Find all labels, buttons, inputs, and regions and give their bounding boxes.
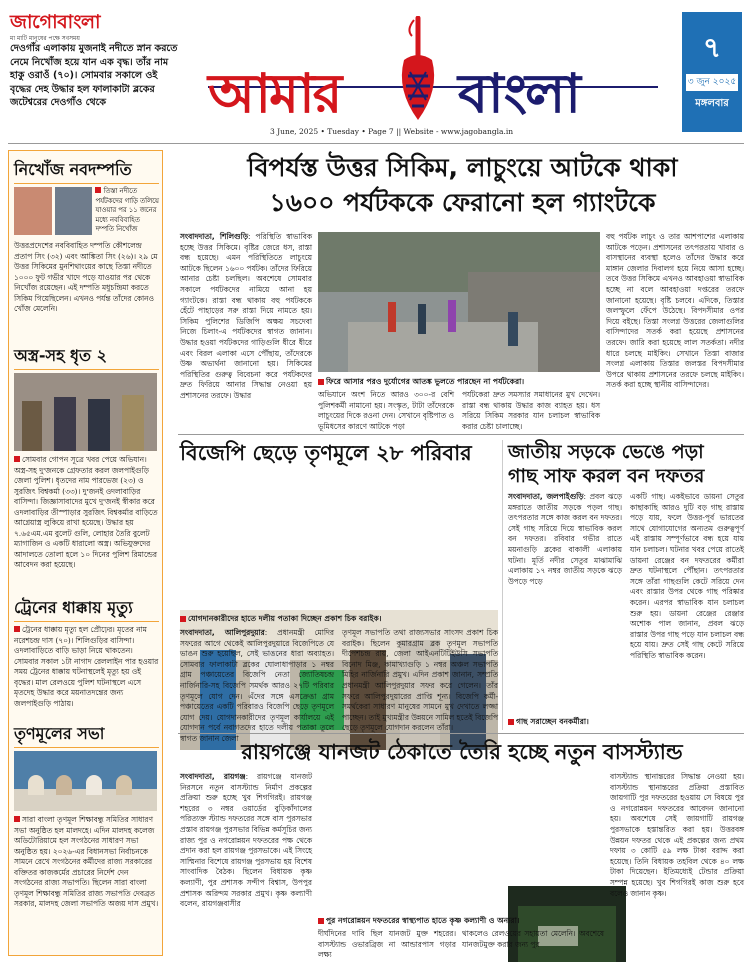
tree-headline — [508, 440, 744, 488]
bullet-icon — [180, 616, 186, 622]
busstand-photo-caption: পুর নগরোন্নয়ন দফতরের স্বাস্থ্যপাত হাতে কৃষ্ণ কল্যাণী ও অন্যরা। — [326, 916, 520, 925]
page-number: ৭ — [702, 31, 722, 64]
bullet-icon — [95, 187, 101, 193]
brief-arms-arrest — [14, 346, 159, 571]
brief-body: সোমবার গোপন সূত্রে খবর পেয়ে অভিযান। অস্ত্র-সহ দু'জনকে গ্রেফতার করল জলপাইগুড়ি জেলা পুলিশ। ধৃতদের নাম পারভেজ (২৩) ও সুরজিৎ বিশ্বকর্মা (৩৩)। দু'জনই ওদলাবাড়ির বাসিন্দা। জিজ্ঞাসাবাদের মুখে দু'জনই স্বীকার করে ওদলাবাড়ির তীস্পাড়ার সুরজিৎ বিশ্বকর্মার বাড়িতে আগ্নেয়াস্ত্র লুকিয়ে রাখা হয়েছে। উদ্ধার হয় ৭.৬৫এম.এম বুলেট গুলি, লোহার তৈরি বুলেট ম্যাগাজিন ও একটি ধারালো অস্ত্র। অভিযুক্তদের আদালতে তোলা হলে ১০ দিনের পুলিশ রিমান্ডের আবেদন করা হয়েছে। — [14, 455, 158, 569]
brief-train-death — [14, 598, 159, 709]
busstand-column-a — [180, 772, 312, 910]
jagobangla-logo-text: জাগোবাংলা — [10, 11, 101, 33]
bullet-icon — [508, 719, 514, 725]
lead-column-a — [180, 232, 312, 402]
lead-text-a: : পরিস্থিতি স্বাভাবিক হচ্ছে উত্তর সিকিমে। বৃষ্টির জেরে ধস, রাস্তা বন্ধ হয়েছে। এমন পরিস্থিতিতে লাচুংয়ে আটকে ছিলেন ১৬০০ পর্যটক। তাঁদের ফিরিয়ে আনার চেষ্টা চলছিল। অবশেষে সোমবার সকালে পর্যটকদের নামিয়ে আনা হয় গ্যাংটকে। রাস্তা বন্ধ থাকায় বহু পর্যটককে হেঁটে পাহাড়ের সরু রাস্তা দিয়ে নামতে হয়। সিকিম পুলিশের ডিজিপি অক্ষয় সচদেবা নিজে চিলাং-এ পর্যটকদের স্বাগত জানান। উদ্ধার হওয়া পর্যটকদের গাড়িগুলি ধীরে ধীরে এবং বিরল এলাকা এসে পৌঁছায়, তাঁদেরকে উষ্ণ অভ্যর্থনা জানানো হয়। সিকিমের পরিস্থিতির গুরুত্ব বিবেচনা করে পর্যটকদের দ্রুত ফিরিয়ে আনার সিদ্ধান্ত নেওয়া হয় প্রশাসনের তরফে। উদ্ধার — [180, 232, 312, 400]
lead-headline-line1: বিপর্যস্ত উত্তর সিকিম, লাচুংয়ে আটকে থাকা — [247, 153, 678, 182]
bullet-icon — [318, 379, 324, 385]
tree-headline-line1: জাতীয় সড়কে ভেঙে পড়া — [508, 441, 704, 463]
photo-woman — [14, 187, 52, 235]
bjp-text-a: : প্রধানমন্ত্রী মোদির সফরের আগে থেকেই আলিপুরদুয়ারে বিজেপিতে যে ভাঙন শুরু হয়েছিল, সেই ভাঙনের ধারা অব্যাহত। সোমবার ফালাকাটা ব্লকের ঘোলাধাপাড়ার ১ নম্বর গ্রাম পঞ্চায়েতের বিজেপি নেতা জ্যোতিষচন্দ্র নার্জিনারি-সহ বিজেপি সমর্থক আরও ২৭টি পরিবার তৃণমূলে যোগ দেন। এঁদের সঙ্গে এসক্রেঙা গ্রাম পঞ্চায়েতের একটি পরিবারও বিজেপি ছেড়ে তৃণমূলে যোগ দেয়। যোগদানকারীদের তৃণমূল কার্যালয়ে এই যোগদান পর্বে নবাগতদের হাতে দলীয় পতাকা তুলে স্বাগত জানান জেলা — [180, 628, 334, 743]
brief-tmc-meeting — [14, 724, 159, 910]
brief-title: ট্রেনের ধাক্কায় মৃত্যু — [14, 598, 133, 617]
bjp-photo-caption: যোগদানকারীদের হাতে দলীয় পতাকা দিচ্ছেন প্রকাশ চিক বরাইক। — [188, 614, 382, 623]
photo-arrest — [14, 373, 157, 451]
jagobangla-logo — [10, 12, 140, 44]
issue-day: মঙ্গলবার — [695, 98, 729, 109]
brief-body: সারা বাংলা তৃণমূল শিক্ষাবন্ধু সমিতির সাধারণ সভা অনুষ্ঠিত হল মালদহে। এদিন মালদহ কলেজ অডিটোরিয়ামে হল সংগঠনের সাধারণ সভা অনুষ্ঠিত হয়। ২০২৬-এর বিধানসভা নির্বাচনকে সামনে রেখে সংগঠনের কর্মীদের রাজ্য সরকারের বক্তিতর কাজকর্মের প্রচারের নির্দেশ দেন সংগঠনের রাজ্য সভাপতি। ছিলেন সারা বাংলা তৃণমূল শিক্ষাবন্ধু সমিতির রাজ্য সভাপতি দেবব্রত সরকার, মালদহ জেলা সভাপতি অজয় দাস প্রমুখ। — [14, 815, 159, 908]
lead-under-photo-a: অভিযানে অংশ নিতে আরও ৩০০-র বেশি পুলিশকর্মী নামানো হয়। সংস্কৃত, টাটা তাঁদেরকে লাচুংয়ের দিকে রওনা দেন। সেখানে বৃষ্টিপাত ও ভূমিধসের কারণে আটকে পড়া — [318, 390, 454, 431]
page-number-box — [682, 12, 742, 132]
byline: সংবাদদাতা, জলপাইগুড়ি — [508, 492, 584, 501]
front-teaser: দেওগাঁর এলাকায় মুজনাই নদীতে স্নান করতে নেমে নিখোঁজ হয়ে যান এক বৃদ্ধ। তাঁর নাম হাকু ওরাওঁ (৭০)। সোমবার সকালে ওই বৃদ্ধের দেহ উদ্ধার হল ফালাকাটা ব্লকের জটেশ্বরের দেওগাঁও থেকে — [10, 43, 178, 108]
photo-man — [55, 187, 93, 235]
byline: সংবাদদাতা, আলিপুরদুয়ার — [180, 628, 265, 637]
brief-title: অস্ত্র-সহ ধৃত ২ — [14, 346, 107, 365]
bjp-column-a — [180, 628, 334, 745]
lead-under-photo-b: পর্যটকেরা দ্রুত সমস্যার সমাধানের মুখ দেখেন। রাস্তা বন্ধ থাকায় উদ্ধার কাজ ব্যাহত হয়। ধস সরিয়ে সিকিম সরকার যান চলাচল স্বাভাবিক করার চেষ্টা চালাচ্ছে। — [462, 390, 600, 431]
byline: সংবাদদাতা, রায়গঞ্জ — [180, 772, 246, 781]
bullet-icon — [14, 816, 20, 822]
jagobangla-tagline: মা মাটি মানুষের পক্ষে সবসময় — [10, 35, 80, 42]
brief-rule — [14, 369, 159, 370]
lead-column-b: বহু পর্যটক লাচুং ও তার আশপাশের এলাকায় আটকে পড়েন। প্রশাসনের তৎপরতায় খাবার ও বাসস্থানের ব্যবস্থা হলেও তাঁদের উদ্ধার করে মাঙ্গান জেলার দিবালগ হয়ে নিয়ে আসা হচ্ছে। তবে উত্তর সিকিমে এখনও আবহাওয়া স্বাভাবিক হচ্ছে না বলে আবহাওয়া দপ্তরের তরফে জানানো হয়েছে। বৃষ্টি চলবে। এদিকে, তিস্তার জলস্ফুলে ফেঁপে উঠেছে। বিপদসীমার ওপর দিয়ে বইছে। তিস্তা সংলগ্ন উত্তরের জেলাগুলির বাসিন্দাদের সতর্ক করা হয়েছে প্রশাসনের তরফে। জারি করা হয়েছে লাল সতর্কতা। নদীর ধারে চলছে মাইকিং। সেখানে তিস্তা বাজার সংলগ্ন এলাকায় তিস্তার জলস্তর বিপদসীমার উপরে থাকায় প্রশাসনের তরফে চলছে মাইকিং। সতর্ক করা হচ্ছে স্থানীয় বাসিন্দাদের। — [606, 232, 744, 390]
issue-date: ৩ জুন ২০২৫ — [686, 74, 738, 91]
brief-title: তৃণমূলের সভা — [14, 724, 105, 743]
bullet-icon — [14, 626, 20, 632]
tree-headline-line2: গাছ সাফ করল বন দফতর — [508, 465, 705, 487]
masthead — [198, 16, 668, 126]
busstand-under-photo-a: দীর্ঘদিনের দাবি ছিল যানজট মুক্ত শহরের। বাসস্ট্যান্ড ওভারব্রিজ না আন্ডারপাস গড়ার লক্ষ্য — [318, 929, 456, 960]
masthead-title-right: বাংলা — [458, 62, 579, 125]
brief-body: ট্রেনের ধাক্কায় মৃত্যু হল প্রৌঢ়ের। মৃতের নাম নরেশচন্দ্র দাস (৭০)। শিলিগুড়ির বাসিন্দা। ওদলাবাড়িতে বাড়ি ভাড়া নিয়ে থাকতেন। সোমবার সকাল ১টা নাগাদ রেললাইন পার হওয়ার সময় ট্রেনের ধাক্কায় ঘটনাস্থলেই মৃত্যু হয় ওই বৃদ্ধের। মাল রেলওয়ে পুলিশ ঘটনাস্থলে এসে মৃতদেহ উদ্ধার করে ময়নাতদন্তের জন্য জলপাইগুড়ি পাঠায়। — [14, 625, 159, 708]
photo-sikkim-tourists — [318, 232, 600, 372]
tree-photo-caption: গাছ সরাচ্ছেন বনকর্মীরা। — [516, 717, 589, 726]
busstand-text-a: : রায়গঞ্জে যানজট নিরসনে নতুন বাসস্ট্যান্ড নির্মাণ প্রকল্পের প্রক্রিয়া শুরু হচ্ছে খুব শিগগিরই। রায়গঞ্জ শহরের ৩ নম্বর ওয়ার্ডের বুড়িকাঁদালের পরিত্যক্ত স্ট্যান্ড দফতরের সঙ্গে বাস পুরসভার প্রস্তাব রায়গঞ্জ পুরসভার বিভিন্ন কর্মসূচির জন্য রাজ্য পুর ও নগরোন্নয়ন দফতরের পক্ষ থেকে প্রদান করা হল রায়গঞ্জ পুরসভাকে। এই সিংহে সাম্মিনার বিশেষে রায়গঞ্জ পুরসভায় হয় বিশেষ সাংবাদিক বৈঠক। ছিলেন বিধায়ক কৃষ্ণ কল্যাণী, পুর প্রশাসক সন্দীপ বিশ্বাস, উপপুর প্রশাসক অরিন্দম সরকার প্রমুখ। কৃষ্ণ কল্যাণী বলেন, রায়গঞ্জবাসীর — [180, 772, 312, 909]
bullet-icon — [318, 918, 324, 924]
busstand-headline: রায়গঞ্জে যানজট ঠেকাতে তৈরি হচ্ছে নতুন বাসস্ট্যান্ড — [241, 740, 683, 764]
dateline: 3 June, 2025 • Tuesday • Page 7 || Website - www.jagobangla.in — [270, 127, 514, 136]
tree-column-a — [508, 492, 622, 587]
byline: সংবাদদাতা, শিলিগুড়ি — [180, 232, 248, 241]
bjp-column-b: তৃণমূল সভাপতি তথা রাজ্যসভার সাংসদ প্রকাশ চিক বরাইক। ছিলেন কুমারগ্রাম ব্লক তৃণমূল সভাপতি দীপেশচন্দ্র রায়, জেলা আইএনটিটিইউসি সভাপতি বিনোদ মিঞ্জ, কামাখ্যাগুড়ি ১ নম্বর অঞ্চল সভাপতি মিহির নার্জিনারি প্রমুখ। এদিন প্রকাশ জানান, সম্প্রতি প্রধানমন্ত্রী আলিপুরদুয়ার সফর করে গেলেন। তাঁর সফরে আলিপুরদুয়ারের প্রাপ্তি শূন্য। বিজেপি কর্মী-সমর্থকেরা সাধারণ মানুষের সামনে মুখ দেখাতে লজ্জা পাচ্ছেন। তাই মুখ্যমন্ত্রীর উন্নয়নে সামিল হতেই বিজেপি ছেড়ে তৃণমূলে যোগদান করলেন তাঁরা। — [342, 628, 498, 733]
brief-side-text: তিস্তা নদীতে পর্যটকদের গাড়ি তলিয়ে যাওয়ার পর ১১ জনের মধ্যে নববিবাহিত দম্পতি নিখোঁজ — [95, 187, 159, 233]
bullet-icon — [14, 456, 20, 462]
tree-text-a: : প্রবল ঝড়ে মঙ্গরাতে জাতীয় সড়কে পড়ল গাছ। তৎপরতার সঙ্গে কাজ করল বন দফতর। সেই গাছ সরিয়ে দিয়ে স্বাভাবিক করল বন দফতর। রবিবার গভীর রাতে ময়নাগুড়ি ব্লকের বাকালী এলাকায় ঘটনা। মূর্তি নদীর সেতুর মাঝামাঝি এলাকায় ১৭ নম্বর জাতীয় সড়কে ঝড়ে উপড়ে পড়ে — [508, 492, 622, 586]
ektara-icon — [388, 16, 448, 124]
bjp-headline: বিজেপি ছেড়ে তৃণমূলে ২৮ পরিবার — [180, 441, 472, 465]
section-divider — [178, 733, 744, 734]
brief-title: নিখোঁজ নবদম্পতি — [14, 160, 132, 179]
lead-headline — [180, 150, 745, 220]
photo-meeting — [14, 751, 157, 811]
lead-headline-line2: ১৬০০ পর্যটককে ফেরানো হল গ্যাংটকে — [269, 188, 656, 217]
brief-rule — [14, 747, 159, 748]
section-divider — [178, 434, 744, 435]
brief-rule — [14, 621, 159, 622]
busstand-under-photo-b: থাকলেও রেলওয়ের সহায়তা মেলেনি। অবশেষে যানজটমুক্ত করার জন্য পুর — [462, 929, 604, 949]
masthead-divider — [8, 143, 744, 144]
brief-missing-couple — [14, 160, 159, 315]
brief-body: উত্তরপ্রদেশের নববিবাহিত দম্পতি কৌশলেন্দ্র প্রতাপ সিং (৩২) এবং আঙ্কিতা সিং (২৬)। ২৯ মে উত্তর সিকিমের মুনশিথাংয়ের কাছে তিস্তা নদীতে ১০০০ ফুট গভীর খাদে পড়ে যাওয়ার পর থেকে নিখোঁজ রয়েছেন। এই দম্পতি মধুচন্দ্রিমা করতে সিকিম গিয়েছিলেন। এখনও পর্যন্ত তাঁদের কোনও খোঁজ মেলেনি। — [14, 241, 158, 313]
busstand-column-b: বাসস্ট্যান্ড স্থানান্তরের সিদ্ধান্ত নেওয়া হয়। বাসস্ট্যান্ড স্থানান্তরের প্রক্রিয়া প্রস্তাবিত জায়গাটি পুর দফতরের হওয়ায় সে বিষয়ে পুর ও নগরোন্নয়ন দফতরের আবেদন জানানো হয়। অবশেষে সেই জায়গাটি রায়গঞ্জ পুরসভাকে হস্তান্তরিত করা হয়। উত্তরবঙ্গ উন্নয়ন দফতর থেকে এই প্রকল্পের জন্য প্রথম দফায় ৩ কোটি ৫৯ লক্ষ টাকা বরাদ্দ করা হয়েছে। তিনি বিধায়ক তহবিল থেকে ৪০ লক্ষ টাকা দিয়েছেন। ইতিমধ্যেই টেন্ডার প্রক্রিয়া সম্পন্ন হয়েছে। খুব শিগগিরই কাজ শুরু হবে বলেও জানান কৃষ্ণ। — [610, 772, 744, 898]
tree-column-b: একটি গাছ। একইভাবে ডায়না সেতুর কাছাকাছি আরও দুটি বড় গাছ রাস্তায় পড়ে যায়, ফলে উত্তর-পূর্ব ভারতের সাথে যোগাযোগের অন্যতম গুরুত্বপূর্ণ এই রাস্তায় সম্পূর্ণভাবে বন্ধ হয়ে যায় যান চলাচল। ঘটনার খবর পেয়ে রাতেই ডায়না রেঞ্জের বন দফতরের কর্মীরা দ্রুত ঘটনাস্থলে পৌঁছান। তৎপরতার সঙ্গে তাঁরা গাছগুলি কেটে সরিয়ে দেন এবং রাস্তার উপর থেকে গাছ পরিষ্কার করেন। এরপর স্বাভাবিক যান চলাচল শুরু হয়। ডায়না রেঞ্জের রেঞ্জার অশোক পাল জানান, প্রবল ঝড়ে রাস্তার উপর গাছ পড়ে যান চলাচল বন্ধ হয়ে যায়। দ্রুত সেই গাছ কেটে সরিয়ে পরিস্থিতি স্বাভাবিক করেন। — [630, 492, 744, 660]
brief-rule — [14, 183, 159, 184]
column-divider — [502, 440, 503, 730]
masthead-title-left: আমার — [208, 62, 341, 125]
lead-photo-caption: ফিরে আসার পরও দুর্যোগের আতঙ্ক ভুলতে পারছেন না পর্যটকেরা। — [326, 377, 525, 386]
